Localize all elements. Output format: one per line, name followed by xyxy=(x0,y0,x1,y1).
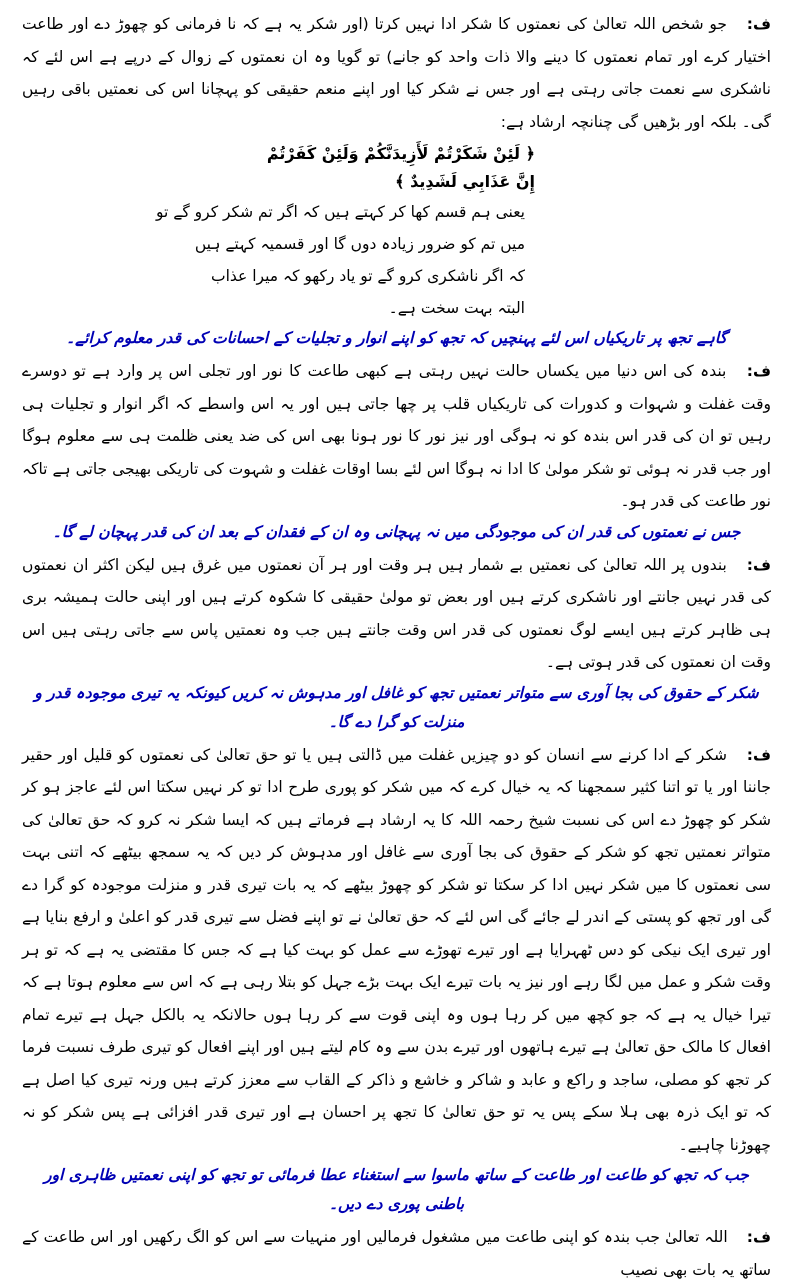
verse-line: إِنَّ عَذَابِي لَشَدِيدٌ ﴾ xyxy=(395,172,535,191)
section-heading: گاہے تجھ پر تاریکیاں اس لئے پہنچیں کہ تجھ کو اپنے انوار و تجلیات کے احسانات کی قدر معلوم کرائے۔ xyxy=(66,329,727,347)
paragraph-text: بندہ کی اس دنیا میں یکساں حالت نہیں رہتی ہے کبھی طاعت کا نور اور تجلی اس پر وارد ہے تو دوسرے وقت غفلت و شہوات و کدورات کی تاریکیاں قلب پر چھا جاتی ہیں اور یہ اس واسطے کہ اگر انوار و تجلیات ہی رہیں تو ان کی قدر اس بندہ کو نہ ہوگی اور نیز نور کا نور ہونا بھی اس کی ضد یعنی ظلمت ہی سے معلوم ہوگا اور جب قدر نہ ہوئی تو شکر مولیٰ کا ادا نہ ہوگا اس لئے بسا اوقات غفلت و شہوت کی تاریکی بھیجی جاتی ہے تاکہ نور طاعت کی قدر ہو۔ xyxy=(22,362,771,510)
translation-line: البتہ بہت سخت ہے۔ xyxy=(388,299,525,317)
paragraph-marker: ف: xyxy=(746,745,771,764)
translation-line: میں تم کو ضرور زیادہ دوں گا اور قسمیہ کہتے ہیں xyxy=(194,235,525,253)
paragraph-marker: ف: xyxy=(746,15,771,33)
translation-line: کہ اگر ناشکری کرو گے تو یاد رکھو کہ میرا عذاب xyxy=(211,267,525,285)
paragraph-2 xyxy=(22,355,771,518)
paragraph-marker: ف: xyxy=(746,362,771,380)
section-heading: جب کہ تجھ کو طاعت اور طاعت کے ساتھ ماسوا سے استغناء عطا فرمائی تو تجھ کو اپنی نعمتیں ظاہری اور باطنی پوری دے دیں۔ xyxy=(44,1166,749,1213)
verse-translation xyxy=(22,196,525,324)
quran-verse xyxy=(22,140,535,196)
paragraph-text: جو شخص اللہ تعالیٰ کی نعمتوں کا شکر ادا نہیں کرتا (اور شکر یہ ہے کہ نا فرمانی کو چھوڑ دے اور طاعت اختیار کرے اور تمام نعمتوں کا دینے والا ذات واحد کو جانے) تو گویا وہ ان نعمتوں کے زوال کے درپے ہے اس لئے کہ ناشکری سے نعمت جاتی رہتی ہے اور جس نے شکر کیا اور اپنے منعم حقیقی کو پہچانا اس کی نعمتیں باقی رہیں گی۔ بلکہ اور بڑھیں گی چنانچہ ارشاد ہے: xyxy=(22,15,771,131)
paragraph-4 xyxy=(22,739,771,1162)
paragraph-text: اللہ تعالیٰ جب بندہ کو اپنی طاعت میں مشغول فرمالیں اور منہیات سے اس کو الگ رکھیں اور اس طاعت کے ساتھ یہ بات بھی نصیب xyxy=(22,1228,771,1279)
paragraph-5 xyxy=(22,1221,771,1286)
paragraph-marker: ف: xyxy=(746,555,771,574)
verse-line: ﴿ لَئِنْ شَكَرْتُمْ لَأَزِيدَنَّكُمْ وَلَئِنْ كَفَرْتُمْ xyxy=(266,144,535,163)
paragraph-3 xyxy=(22,549,771,679)
section-heading: جس نے نعمتوں کی قدر ان کی موجودگی میں نہ پہچانی وہ ان کے فقدان کے بعد ان کی قدر پہچان لے گا۔ xyxy=(52,522,741,541)
paragraph-text: بندوں پر اللہ تعالیٰ کی نعمتیں بے شمار ہیں ہر وقت اور ہر آن نعمتوں میں غرق ہیں لیکن اکثر ان نعمتوں کی قدر نہیں جانتے اور ناشکری کرتے ہیں اور بعض تو مولیٰ حقیقی کا شکوہ کرتے ہیں اور اپنی حالت ہمیشہ بری ہی ظاہر کرتے ہیں ایسے لوگ نعمتوں کی قدر اس وقت جانتے ہیں جب وہ نعمتیں پاس سے جاتی رہتی ہیں اس وقت ان نعمتوں کی قدر ہوتی ہے۔ xyxy=(22,555,771,671)
paragraph-1 xyxy=(22,8,771,138)
translation-line: یعنی ہم قسم کھا کر کہتے ہیں کہ اگر تم شکر کرو گے تو xyxy=(156,203,525,221)
paragraph-text: شکر کے ادا کرنے سے انسان کو دو چیزیں غفلت میں ڈالتی ہیں یا تو حق تعالیٰ کی نعمتوں کو قلیل اور حقیر جاننا اور یا تو اتنا کثیر سمجھنا کہ یہ خیال کرے کہ میں شکر کو پوری طرح ادا تو کر نہیں سکتا اس لئے عاجز ہو کر شکر کو چھوڑ دے اس کی نسبت شیخ رحمہ اللہ کا یہ ارشاد ہے فرماتے ہیں کہ ایسا شکر نہ کرو کہ حق تعالیٰ کی متواتر نعمتیں تجھ کو شکر کے حقوق کی بجا آوری سے غافل اور مدہوش کر دیں کہ یہ سمجھ بیٹھے کہ اتنی بہت سی نعمتوں کا میں شکر نہیں ادا کر سکتا تو شکر کو چھوڑ بیٹھے کہ یہ بات تیری قدر و منزلت موجودہ کو گرا دے گی اور تجھ کو پستی کے اندر لے جائے گی اس لئے کہ حق تعالیٰ نے تو اپنے فضل سے تیری قدر کو اعلیٰ و ارفع بنایا ہے اور تیری ایک نیکی کو دس ٹھہرایا ہے اور تیرے تھوڑے سے عمل کو بہت کیا ہے کہ جس کا مقتضی یہ ہے کہ تو ہر وقت شکر و عمل میں لگا رہے اور نیز یہ بات تیرے ایک بہت بڑے جہل کو بتلا رہی ہے کہ اس سے معلوم ہوتا ہے کہ تیرا خیال یہ ہے کہ جو کچھ میں کر رہا ہوں وہ اپنی قوت سے کر رہا ہوں حالانکہ یہ بالکل جہل ہے تیرے تمام افعال کا مالک حق تعالیٰ ہے تیرے ہاتھوں اور تیرے بدن سے وہ کام لیتے ہیں اور اپنے افعال کو تیری طرف نسبت فرما کر تجھ کو مصلی، ساجد و راکع و عابد و شاکر و خاشع و ذاکر کے القاب سے معزز کرتے ہیں ورنہ تیری کیا اصل ہے کہ تو ایک ذرہ بھی ہلا سکے پس یہ تو حق تعالیٰ کا تجھ پر احسان ہے اور تیری قدر افزائی ہے پس شکر کو نہ چھوڑنا چاہیے۔ xyxy=(22,745,771,1154)
section-heading: شکر کے حقوق کی بجا آوری سے متواتر نعمتیں تجھ کو غافل اور مدہوش نہ کریں کیونکہ یہ تیری موجودہ قدر و منزلت کو گرا دے گا۔ xyxy=(34,683,759,731)
paragraph-marker: ف: xyxy=(746,1228,771,1246)
